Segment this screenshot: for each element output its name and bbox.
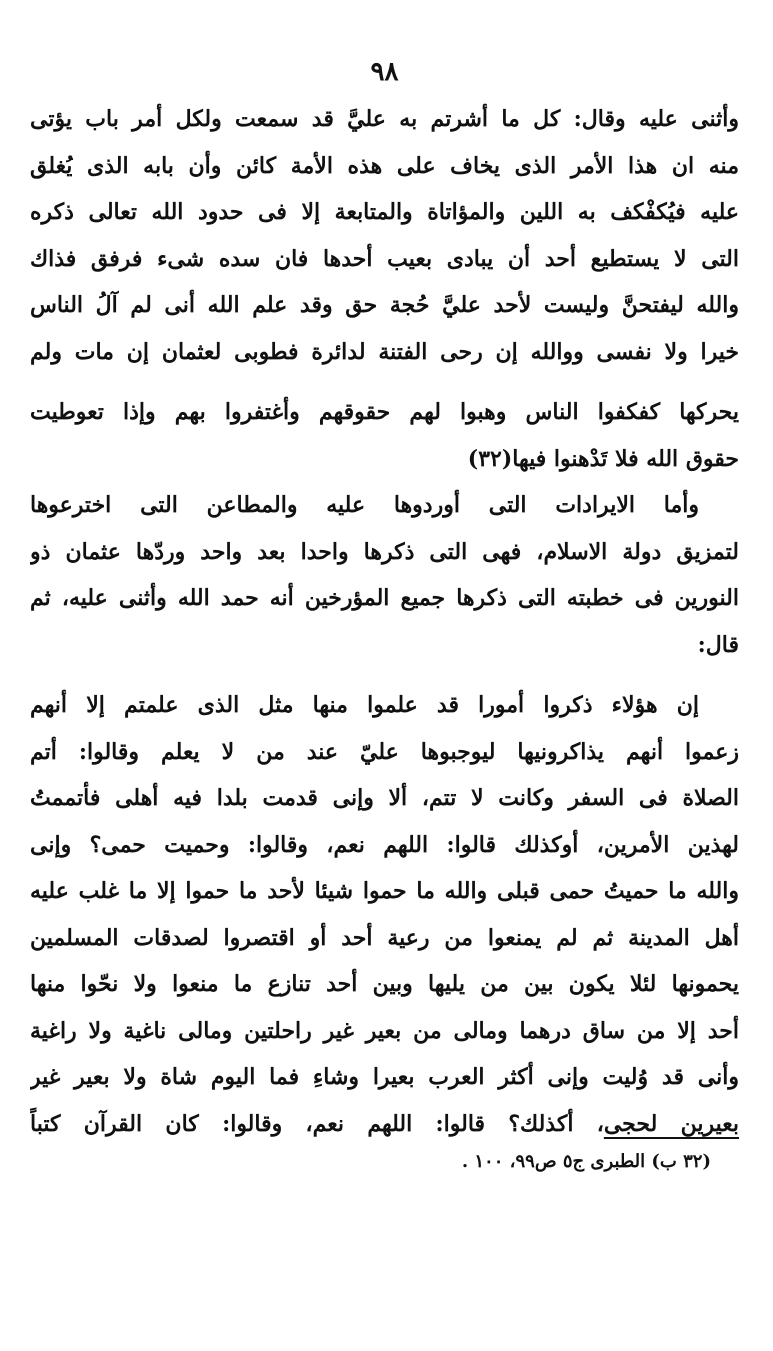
page-number: ٩٨ bbox=[370, 57, 399, 87]
text-line: زعموا أنهم يذاكرونيها ليوجبوها عليّ عند من لا يعلم وقالوا: أتم bbox=[30, 738, 739, 765]
text-line: وأنى قد وُليت وإنى أكثر العرب بعيرا وشاءِ فما اليوم شاة ولا بعير غير bbox=[30, 1064, 739, 1090]
paragraph-4 bbox=[30, 682, 739, 1147]
text-line: الصلاة فى السفر وكانت لا تتم، ألا وإنى قدمت بلدا فيه أهلى فأتممتُ bbox=[30, 785, 739, 811]
paragraph-1 bbox=[30, 96, 739, 375]
text-line: أحد إلا من ساق درهما ومالى من بعير غير راحلتين ومالى ناغية ولا راغية bbox=[30, 1017, 739, 1044]
text-line: وأما الايرادات التى أوردوها عليه والمطاعن التى اخترعوها bbox=[30, 492, 699, 518]
footnote: (٣٢ ب) الطبرى ج٥ ص٩٩، ١٠٠ . bbox=[461, 1151, 711, 1172]
text-line: والله ما حميتُ حمى قبلى والله ما حموا شيئا لأحد ما حموا إلا ما غلب عليه bbox=[30, 878, 739, 904]
text-line: لتمزيق دولة الاسلام، فهى التى ذكرها واحدا بعد واحد وردّها عثمان ذو bbox=[30, 538, 739, 565]
text-line: النورين فى خطبته التى ذكرها جميع المؤرخين أنه حمد الله وأثنى عليه، ثم bbox=[30, 585, 739, 611]
text-line: لهذين الأمرين، أوكذلك قالوا: اللهم نعم، وقالوا: وحميت حمى؟ وإنى bbox=[30, 831, 739, 858]
text-line: أهل المدينة ثم لم يمنعوا من رعية أحد أو اقتصروا لصدقات المسلمين bbox=[30, 924, 739, 951]
text-line: خيرا ولا نفسى ووالله إن رحى الفتنة لدائرة فطوبى لعثمان إن مات ولم bbox=[30, 338, 739, 365]
text-line: يحمونها لئلا يكون بين من يليها وبين أحد تنازع ما منعوا ولا نحّوا منها bbox=[30, 971, 739, 997]
paragraph-2 bbox=[30, 389, 739, 482]
text-line: والله ليفتحنَّ وليست لأحد عليَّ حُجة حق وقد علم الله أنى لم آلُ الناس bbox=[30, 292, 739, 318]
paragraph-3 bbox=[30, 482, 739, 668]
text-line: منه ان هذا الأمر الذى يخاف على هذه الأمة كائن وأن بابه الذى يُغلق bbox=[30, 152, 739, 179]
underlined-text: بعيرين لحجى bbox=[603, 1110, 739, 1137]
text-line: إن هؤلاء ذكروا أمورا قد علموا منها مثل الذى علمتم إلا أنهم bbox=[30, 692, 699, 718]
text-line: وأثنى عليه وقال: كل ما أشرتم به عليَّ قد سمعت ولكل أمر باب يؤتى bbox=[30, 106, 739, 132]
text-line: عليه فيُكفْكف به اللين والمؤاتاة والمتابعة إلا فى حدود الله تعالى ذكره bbox=[30, 199, 739, 225]
text-line-final bbox=[30, 1101, 739, 1148]
spacer bbox=[30, 375, 739, 389]
text-line: التى لا يستطيع أحد أن يبادى بعيب أحدها فان سده شىء فرفق فذاك bbox=[30, 245, 739, 272]
text-line: حقوق الله فلا تَدْهنوا فيها(٣٢) bbox=[467, 445, 739, 472]
text-line: قال: bbox=[697, 631, 739, 658]
text-line: يحركها كفكفوا الناس وهبوا لهم حقوقهم وأغتفروا بهم وإذا تعوطيت bbox=[30, 399, 739, 425]
spacer bbox=[30, 668, 739, 682]
text-segment: ، أكذلك؟ قالوا: اللهم نعم، وقالوا: كان القرآن كتباً bbox=[30, 1110, 604, 1137]
